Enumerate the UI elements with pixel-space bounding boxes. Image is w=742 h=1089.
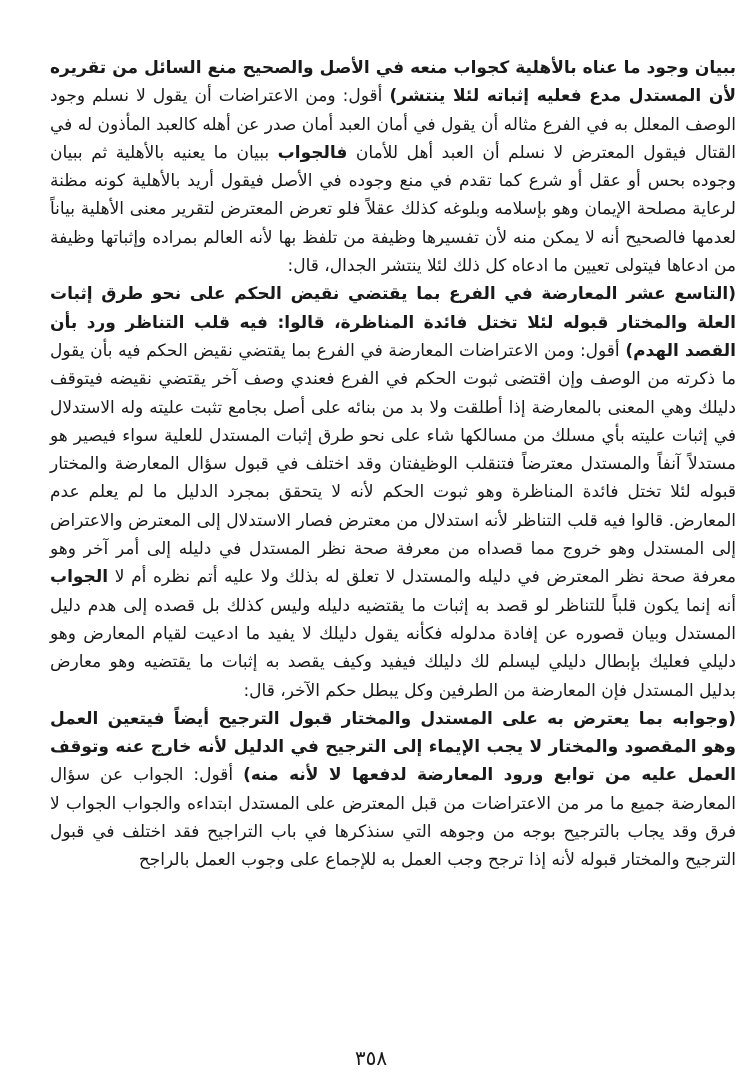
- paragraph-2-answer-keyword: الجواب: [50, 567, 109, 588]
- page-number: ٣٥٨: [354, 1046, 388, 1070]
- paragraph-2: [50, 280, 736, 704]
- document-page: [50, 54, 736, 875]
- paragraph-1-heading: ببيان وجود ما عناه بالأهلية كجواب منعه في الأصل والصحيح منع السائل من تقريره لأن المستدل مدع فعليه إثباته لئلا ينتشر): [50, 58, 737, 107]
- paragraph-1: [50, 54, 736, 280]
- paragraph-2-heading: (التاسع عشر المعارضة في الفرع بما يقتضي نقيض الحكم على نحو طرق إثبات العلة والمختار قبوله لئلا تختل فائدة المناظرة، قالوا: فيه قلب التناظر ورد بأن القصد الهدم): [50, 284, 736, 361]
- paragraph-3-heading: (وجوابه بما يعترض به على المستدل والمختار قبول الترجيح أيضاً فيتعين العمل وهو المقصود والمختار لا يجب الإيماء إلى الترجيح في الدليل لأنه خارج عنه وتوقف العمل عليه من توابع ورود المعارضة لدفعها لا لأنه منه): [50, 708, 736, 786]
- paragraph-3: [50, 705, 736, 875]
- paragraph-1-text: أقول: ومن الاعتراضات أن يقول لا نسلم وجود الوصف المعلل به في الفرع مثاله أن يقول في أمان العبد أمان صدر عن أهله كالعبد المأذون له في القتال فيقول المعترض لا نسلم أن العبد أهل للأمان: [50, 86, 736, 163]
- paragraph-2-text: أقول: ومن الاعتراضات المعارضة في الفرع بما يقتضي نقيض الحكم فيه بأن يقول ما ذكرته من الوصف وإن اقتضى ثبوت الحكم في الفرع فعندي وصف آخر يقتضي نقيضه فيتوقف دليلك وهي المعنى بالمعارضة إذا أطلقت ولا بد من بنائه على أصل بجامع تثبت عليته وله الاستدلال في إثبات عليته بأي مسلك من مسالكها شاء على نحو طرق إثبات المستدل للعلية سواء فيصير هو مستدلاً آنفاً والمستدل معترضاً فتنقلب الوظيفتان وقد اختلف في قبول سؤال المعارضة والمختار قبوله لئلا تختل فائدة المناظرة وهو ثبوت الحكم لأنه لا يتحقق بمجرد الدليل ما لم يعلم عدم المعارض. قالوا فيه قلب التناظر لأنه استدلال من معترض فصار الاستدلال إلى المعترض والاعتراض إلى المستدل وهو خروج مما قصداه من معرفة صحة نظر المستدل في دليله إلى أمر آخر وهو معرفة صحة نظر المعترض في دليله والمستدل لا تعلق له بذلك ولا عليه أتم نظره أم لا: [50, 340, 736, 588]
- paragraph-1-answer-keyword: فالجواب: [277, 142, 348, 163]
- paragraph-3-text: أقول: الجواب عن سؤال المعارضة جميع ما مر من الاعتراضات من قبل المعترض على المستدل ابتداءه والجواب الجواب لا فرق وقد يجاب بالترجيح بوجه من وجوهه التي سنذكرها في باب التراجيح فقد اختلف في قبول الترجيح والمختار قبوله لأنه إذا ترجح وجب العمل به للإجماع على وجوب العمل بالراجح: [50, 765, 736, 871]
- paragraph-2-text-continued: أنه إنما يكون قلباً للتناظر لو قصد به إثبات ما يقتضيه دليله وليس كذلك بل قصده إلى هدم دليل المستدل وبيان قصوره عن إفادة مدلوله فكأنه يقول دليلك لا يفيد ما ادعيت لقيام المعارض وهو دليلي فعليك بإبطال دليلي ليسلم لك دليلك فيفيد وكيف يقصد به إثبات ما يقتضيه وهو معارض بدليل المستدل فإن المعارضة من الطرفين وكل يبطل حكم الآخر، قال:: [50, 595, 736, 701]
- paragraph-1-text-continued: ببيان ما يعنيه بالأهلية ثم ببيان وجوده بحس أو عقل أو شرع كما تقدم في منع وجوده في الأصل فيقول أريد بالأهلية كونه مظنة لرعاية مصلحة الإيمان وهو بإسلامه وبلوغه كذلك عقلاً فلو تعرض المعترض لتقرير معنى الأهلية بياناً لعدمها فالصحيح أنه لا يمكن منه لأن تفسيرها وظيفة من تلفظ بها لأنه العالم بمراده وإثباتها وظيفة من ادعاها فيتولى تعيين ما ادعاه كل ذلك لئلا ينتشر الجدال، قال:: [50, 142, 736, 277]
